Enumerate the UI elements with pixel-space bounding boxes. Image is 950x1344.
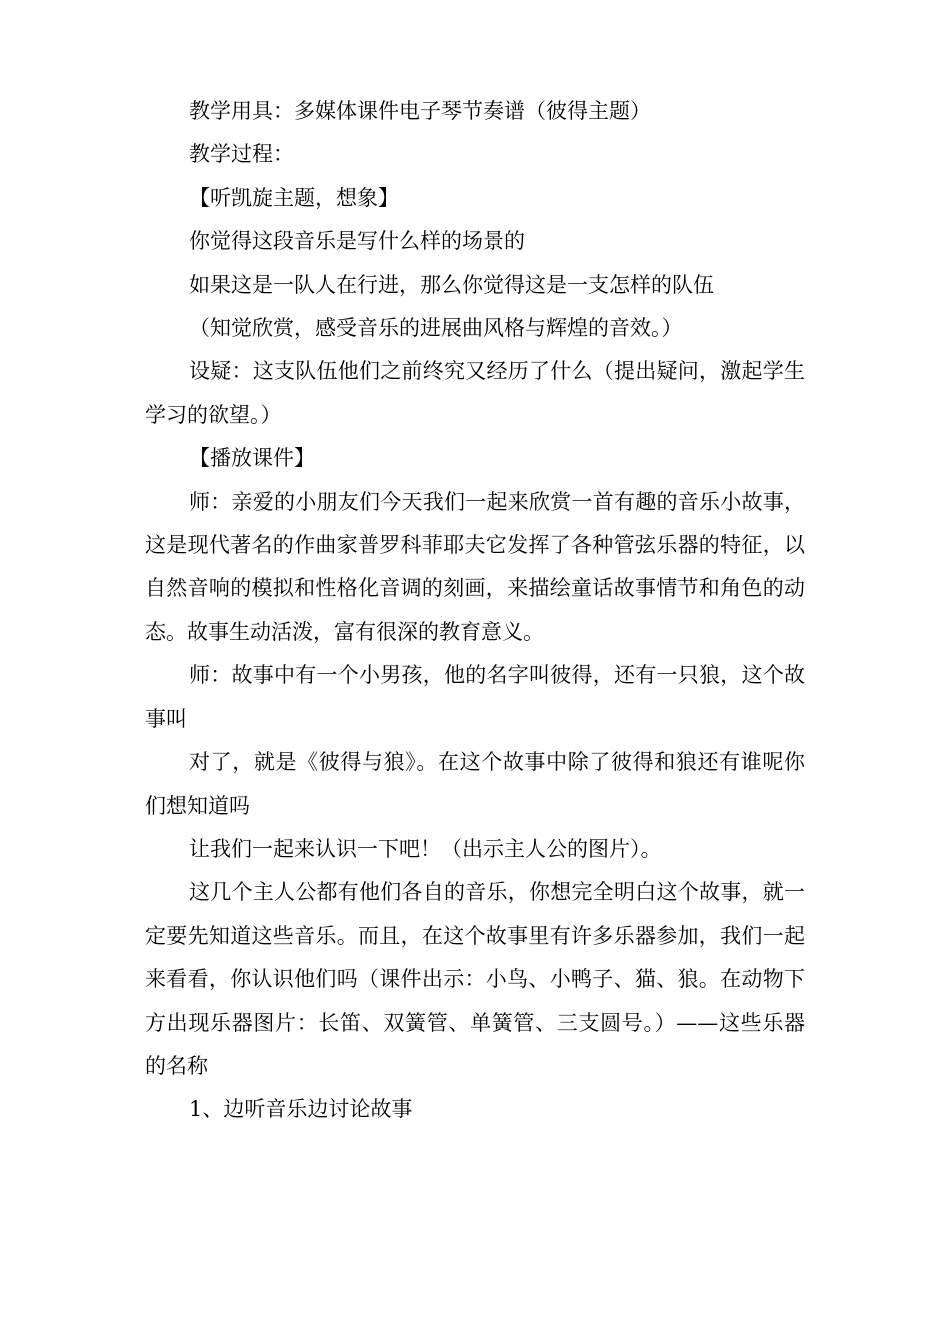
paragraph-question-team: 如果这是一队人在行进，那么你觉得这是一支怎样的队伍 [189,272,714,297]
paragraph-meet-characters: 让我们一起来认识一下吧！（出示主人公的图片）。 [189,836,662,861]
paragraph-teaching-process: 教学过程： [189,142,294,167]
paragraph-note-appreciation: （知觉欣赏，感受音乐的进展曲风格与辉煌的音效。） [189,316,683,341]
document-body [145,90,805,1132]
paragraph-peter-and-wolf: 对了，就是《彼得与狼》。在这个故事中除了彼得和狼还有谁呢你们想知道吗 [145,750,805,818]
paragraph-section-listen: 【听凯旋主题，想象】 [189,185,399,210]
paragraph-doubt: 设疑：这支队伍他们之前终究又经历了什么（提出疑问，激起学生学习的欲望。） [145,359,805,427]
paragraph-question-scene: 你觉得这段音乐是写什么样的场景的 [189,229,525,254]
paragraph-teacher-intro: 师：亲爱的小朋友们今天我们一起来欣赏一首有趣的音乐小故事，这是现代著名的作曲家普罗科菲耶夫它发挥了各种管弦乐器的特征，以自然音响的模拟和性格化音调的刻画，来描绘童话故事情节和角色的动态。故事生动活泼，富有很深的教育意义。 [145,489,805,644]
paragraph-section-courseware: 【播放课件】 [189,446,315,471]
paragraph-teacher-story: 师：故事中有一个小男孩，他的名字叫彼得，还有一只狼，这个故事叫 [145,663,805,731]
paragraph-step-one: 1、边听音乐边讨论故事 [189,1097,413,1122]
paragraph-instruments: 这几个主人公都有他们各自的音乐，你想完全明白这个故事，就一定要先知道这些音乐。而且，在这个故事里有许多乐器参加，我们一起来看看，你认识他们吗（课件出示：小鸟、小鸭子、猫、狼。在动物下方出现乐器图片：长笛、双簧管、单簧管、三支圆号。）——这些乐器的名称 [145,880,805,1078]
paragraph-teaching-tools: 教学用具：多媒体课件电子琴节奏谱（彼得主题） [189,99,651,123]
